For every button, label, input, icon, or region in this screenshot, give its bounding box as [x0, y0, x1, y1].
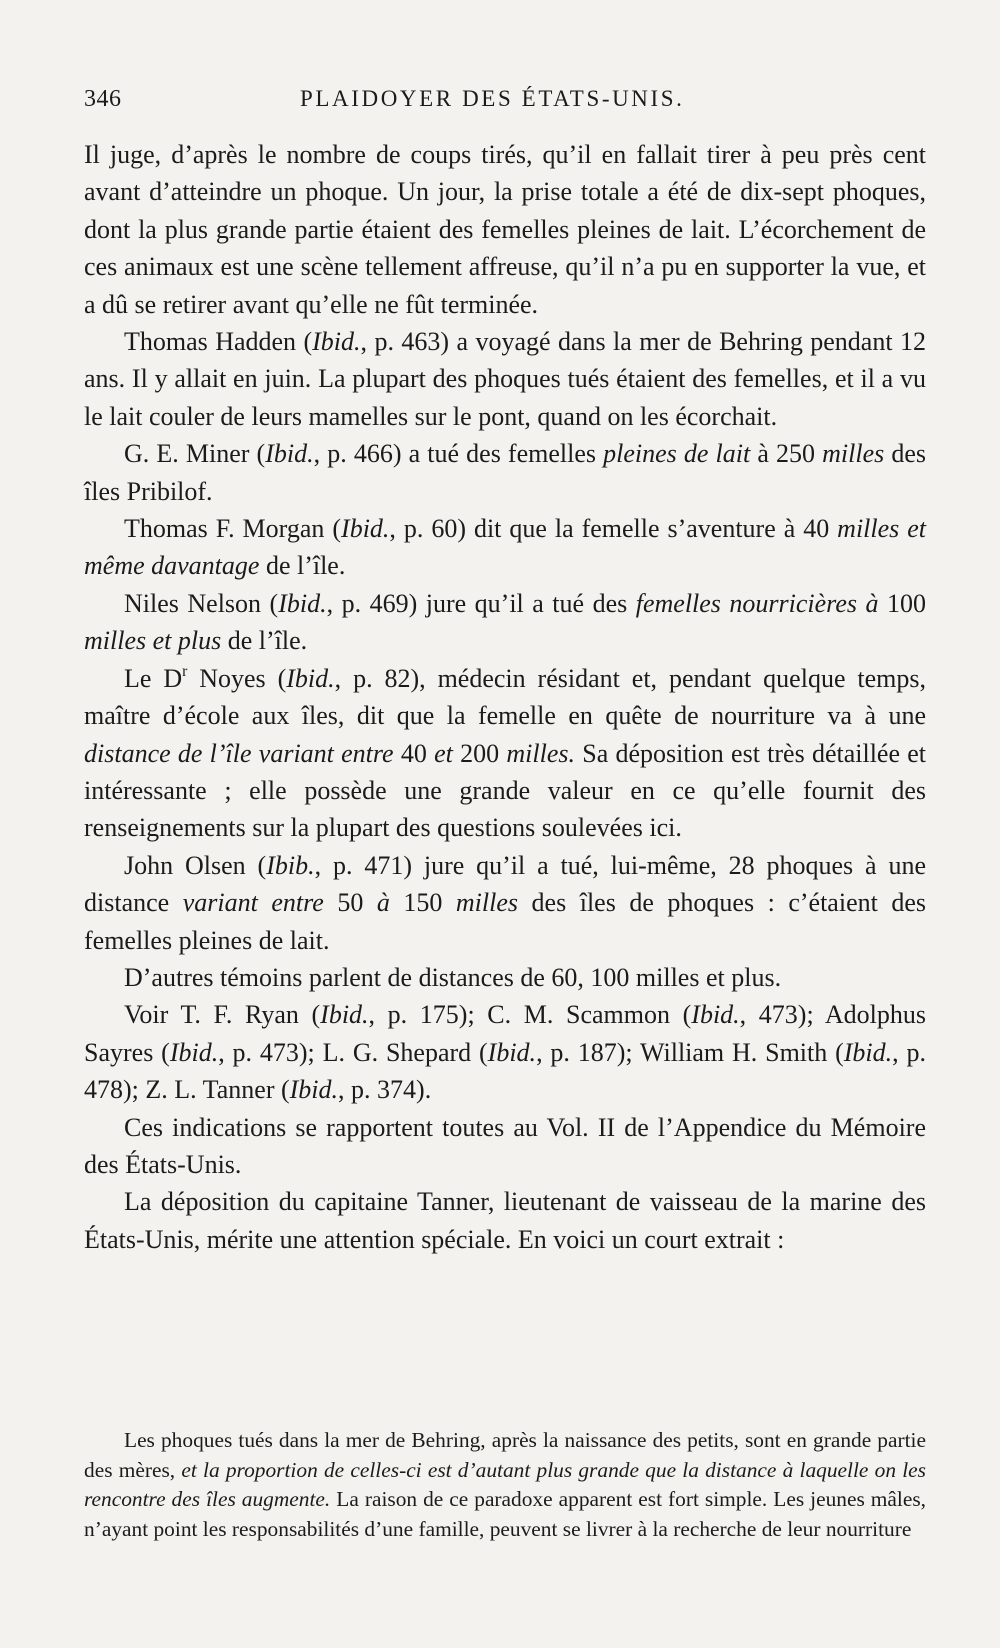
quote-paragraph: Les phoques tués dans la mer de Behring, après la naissance des petits, sont en grande partie des mères, et la proportion de celles-ci est d’autant plus grande que la distance à laquelle on les rencontre des îles augmente. La raison de ce paradoxe apparent est fort simple. Les jeunes mâles, n’ayant point les responsabilités d’une famille, peuvent se livrer à la recherche de leur nourriture	[84, 1428, 927, 1541]
running-header	[84, 86, 926, 120]
paragraph: Thomas F. Morgan (Ibid., p. 60) dit que la femelle s’aventure à 40 milles et même davantage de l’île.	[84, 514, 926, 581]
body-text	[84, 136, 926, 1258]
paragraph: Le $D^r$ Noyes (Ibid., p. 82), médecin résidant et, pendant quelque temps, maître d’école aux îles, dit que la femelle en quête de nourriture va à une distance de l’île variant entre 40 et 200 milles. Sa déposition est très détaillée et intéressante ; elle possède une grande valeur en ce qu’elle fournit des renseignements sur la plupart des questions soulevées ici.	[84, 662, 927, 843]
paragraph: D’autres témoins parlent de distances de 60, 100 milles et plus.	[124, 962, 782, 992]
paragraph: Niles Nelson (Ibid., p. 469) jure qu’il a tué des femelles nourricières à 100 milles et plus de l’île.	[84, 588, 926, 656]
paragraph: Voir T. F. Ryan (Ibid., p. 175); C. M. Scammon (Ibid., 473); Adolphus Sayres (Ibid., p. 473); L. G. Shepard (Ibid., p. 187); William H. Smith (Ibid., p. 478); Z. L. Tanner (Ibid., p. 374).	[84, 1000, 926, 1105]
paragraph: Il juge, d’après le nombre de coups tirés, qu’il en fallait tirer à peu près cent avant d’atteindre un phoque. Un jour, la prise totale a été de dix-sept phoques, dont la plus grande partie étaient des femelles pleines de lait. L’écorchement de ces animaux est une scène tellement affreuse, qu’il n’a pu en supporter la vue, et a dû se retirer avant qu’elle ne fût terminée.	[84, 140, 926, 319]
paragraph: Ces indications se rapportent toutes au Vol. II de l’Appendice du Mémoire des États-Unis.	[84, 1112, 926, 1179]
paragraph: Thomas Hadden (Ibid., p. 463) a voyagé dans la mer de Behring pendant 12 ans. Il y allait en juin. La plupart des phoques tués étaient des femelles, et il a vu le lait couler de leurs mamelles sur le pont, quand on les écorchait.	[84, 327, 926, 431]
block-quote	[84, 1426, 926, 1544]
paragraph: G. E. Miner (Ibid., p. 466) a tué des femelles pleines de lait à 250 milles des îles Pribilof.	[84, 439, 927, 506]
paragraph: John Olsen (Ibib., p. 471) jure qu’il a tué, lui-même, 28 phoques à une distance variant entre 50 à 150 milles des îles de phoques : c’étaient des femelles pleines de lait.	[84, 850, 927, 955]
paragraph: La déposition du capitaine Tanner, lieutenant de vaisseau de la marine des États-Unis, mérite une attention spéciale. En voici un court extrait :	[84, 1187, 926, 1254]
page-number: 346	[84, 86, 122, 112]
running-title: PLAIDOYER DES ÉTATS-UNIS.	[300, 86, 685, 111]
